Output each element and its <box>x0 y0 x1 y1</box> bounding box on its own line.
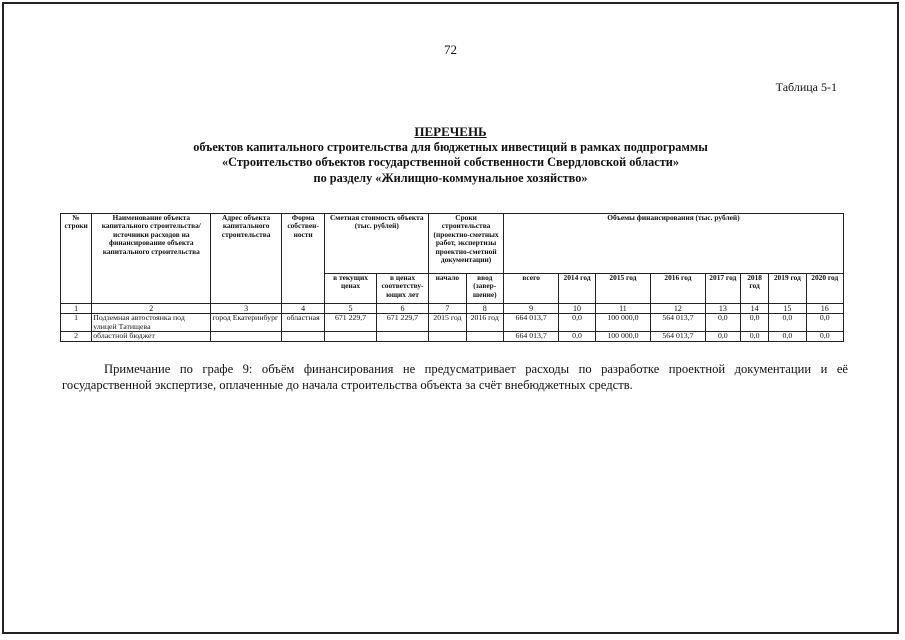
page-number: 72 <box>444 42 457 57</box>
financing-table <box>60 213 844 342</box>
header-total: всего <box>503 274 558 304</box>
cell-terms-start: 2015 год <box>429 314 466 332</box>
column-number: 11 <box>595 304 650 314</box>
column-number: 12 <box>651 304 705 314</box>
cell-2014: 0,0 <box>559 314 595 332</box>
column-number: 16 <box>806 304 843 314</box>
cell-2018: 0,0 <box>740 314 768 332</box>
cell-row-no: 2 <box>61 332 92 342</box>
cell-ownership <box>281 332 324 342</box>
cell-terms-start <box>429 332 466 342</box>
column-number: 13 <box>705 304 740 314</box>
table-caption: Таблица 5-1 <box>775 80 837 94</box>
cell-total: 664 013,7 <box>503 314 558 332</box>
cell-2016: 564 013,7 <box>651 332 705 342</box>
cell-address <box>211 332 282 342</box>
header-2018: 2018 год <box>740 274 768 304</box>
document-page <box>2 2 899 634</box>
cell-estimate-years <box>376 332 428 342</box>
cell-address: город Екатеринбург <box>211 314 282 332</box>
header-2017: 2017 год <box>705 274 740 304</box>
cell-2019: 0,0 <box>769 332 806 342</box>
column-number: 10 <box>559 304 595 314</box>
cell-object-name: Подземная автостоянка под улицей Татищева <box>92 314 211 332</box>
header-2020: 2020 год <box>806 274 843 304</box>
title-main: ПЕРЕЧЕНЬ <box>414 124 487 139</box>
title-line-3: по разделу «Жилищно-коммунальное хозяйство» <box>313 170 588 185</box>
cell-estimate-years: 671 229,7 <box>376 314 428 332</box>
column-number: 3 <box>211 304 282 314</box>
header-terms: Сроки строительства (проектно-сметных работ, экспертизы проектно-сметной документации) <box>429 214 504 274</box>
cell-row-no: 1 <box>61 314 92 332</box>
cell-2019: 0,0 <box>769 314 806 332</box>
title-line-1: объектов капитального строительства для бюджетных инвестиций в рамках подпрограммы <box>193 139 708 154</box>
column-number: 1 <box>61 304 92 314</box>
cell-object-name: областной бюджет <box>92 332 211 342</box>
cell-estimate-current <box>325 332 376 342</box>
cell-2014: 0,0 <box>559 332 595 342</box>
cell-terms-end <box>466 332 503 342</box>
header-2016: 2016 год <box>651 274 705 304</box>
cell-2018: 0,0 <box>740 332 768 342</box>
column-number: 6 <box>376 304 428 314</box>
header-funding: Объемы финансирования (тыс. рублей) <box>503 214 843 274</box>
header-terms-end: ввод (завер-шение) <box>466 274 503 304</box>
header-2019: 2019 год <box>769 274 806 304</box>
column-number: 8 <box>466 304 503 314</box>
cell-estimate-current: 671 229,7 <box>325 314 376 332</box>
header-address: Адрес объекта капитального строительства <box>211 214 282 304</box>
title-line-2: «Строительство объектов государственной собственности Свердловской области» <box>221 155 680 169</box>
header-terms-start: начало <box>429 274 466 304</box>
header-object-name: Наименование объекта капитального строительства/ источники расходов на финансирование объекта капитального строительства <box>92 214 211 304</box>
table-row <box>61 332 844 342</box>
header-estimate: Сметная стоимость объекта (тыс. рублей) <box>325 214 429 274</box>
cell-total: 664 013,7 <box>503 332 558 342</box>
table-row <box>61 314 844 332</box>
column-number: 7 <box>429 304 466 314</box>
column-number: 4 <box>281 304 324 314</box>
cell-2017: 0,0 <box>705 332 740 342</box>
column-number: 14 <box>740 304 768 314</box>
cell-terms-end: 2016 год <box>466 314 503 332</box>
cell-2017: 0,0 <box>705 314 740 332</box>
cell-ownership: областная <box>281 314 324 332</box>
header-row-no: № строки <box>61 214 92 304</box>
document-title <box>4 124 897 186</box>
header-ownership: Форма собствен-ности <box>281 214 324 304</box>
column-number: 9 <box>503 304 558 314</box>
cell-2015: 100 000,0 <box>595 332 650 342</box>
header-estimate-current: в текущих ценах <box>325 274 376 304</box>
header-estimate-years: в ценах соответству-ющих лет <box>376 274 428 304</box>
column-number: 2 <box>92 304 211 314</box>
column-numbers-row <box>61 304 844 314</box>
cell-2015: 100 000,0 <box>595 314 650 332</box>
column-number: 15 <box>769 304 806 314</box>
footnote: Примечание по графе 9: объём финансирования не предусматривает расходы по разработке проектной документации и её государственной экспертизе, оплаченные до начала строительства объекта за счёт внебюджетных средств. <box>62 362 848 392</box>
column-number: 5 <box>325 304 376 314</box>
header-2015: 2015 год <box>595 274 650 304</box>
cell-2016: 564 013,7 <box>651 314 705 332</box>
header-2014: 2014 год <box>559 274 595 304</box>
cell-2020: 0,0 <box>806 332 843 342</box>
cell-2020: 0,0 <box>806 314 843 332</box>
